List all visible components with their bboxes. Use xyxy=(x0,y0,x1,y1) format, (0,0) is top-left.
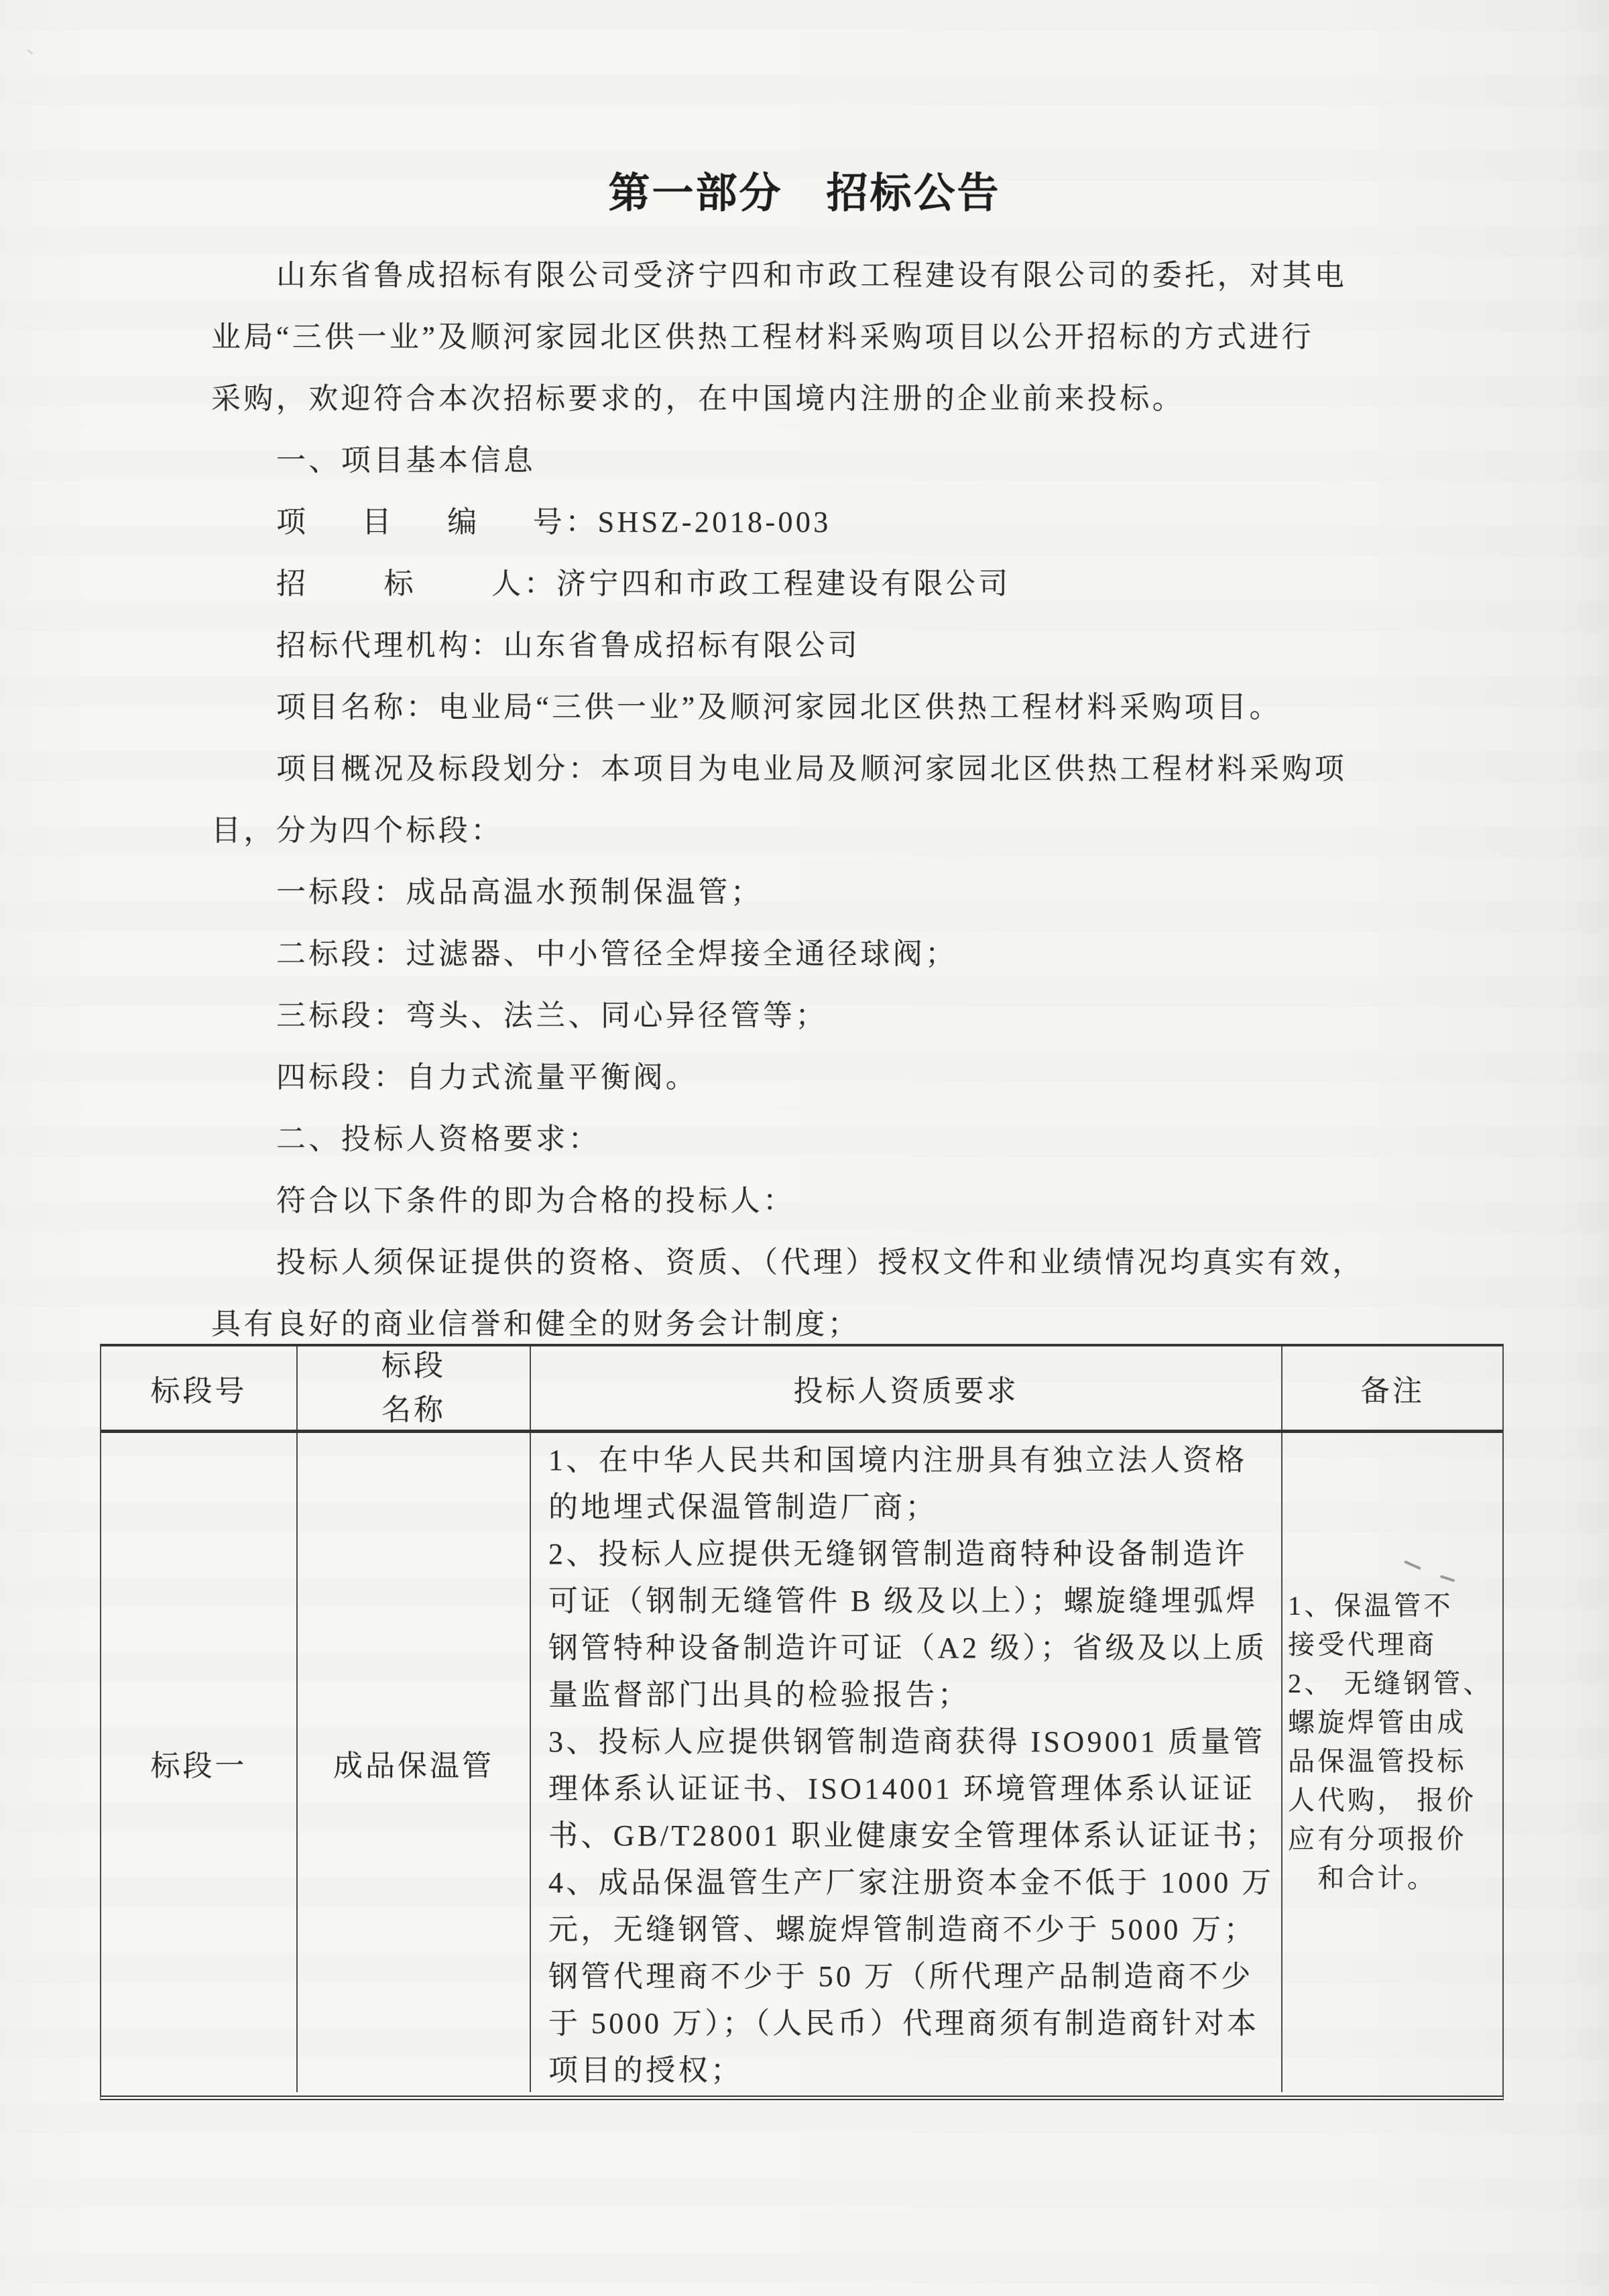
qualification-line: 1、在中华人民共和国境内注册具有独立法人资格 xyxy=(548,1444,1248,1477)
body-line: 项目概况及标段划分：本项目为电业局及顺河家园北区供热工程材料采购项 xyxy=(276,752,1348,785)
remark-line: 和合计。 xyxy=(1288,1863,1437,1893)
header-cell-lot-no: 标段号 xyxy=(101,1346,298,1430)
qualification-line: 项目的授权； xyxy=(548,2054,743,2087)
body-line: 符合以下条件的即为合格的投标人： xyxy=(276,1184,796,1217)
document-body xyxy=(211,245,1411,1355)
header-cell-qualification: 投标人资质要求 xyxy=(531,1346,1283,1430)
qualification-line: 3、投标人应提供钢管制造商获得 ISO9001 质量管 xyxy=(548,1725,1266,1758)
cell-remark xyxy=(1283,1433,1502,2092)
qualification-line: 书、GB/T28001 职业健康安全管理体系认证证书； xyxy=(548,1819,1278,1852)
body-line-section-1: 一、项目基本信息 xyxy=(276,444,536,477)
remark-line: 人代购， 报价 xyxy=(1288,1785,1477,1815)
remark-line: 接受代理商 xyxy=(1288,1629,1437,1660)
remark-line: 应有分项报价 xyxy=(1288,1824,1467,1854)
qualification-line: 理体系认证证书、ISO14001 环境管理体系认证证 xyxy=(548,1772,1256,1805)
cell-qualification xyxy=(531,1433,1283,2092)
body-line-lot-2: 二标段：过滤器、中小管径全焊接全通径球阀； xyxy=(276,937,958,970)
qualification-line: 钢管代理商不少于 50 万（所代理产品制造商不少 xyxy=(548,1960,1254,1993)
qualification-line: 2、投标人应提供无缝钢管制造商特种设备制造许 xyxy=(548,1538,1248,1570)
cell-lot-no: 标段一 xyxy=(101,1433,298,2092)
header-cell-remark: 备注 xyxy=(1360,1375,1425,1408)
remark-line: 螺旋焊管由成 xyxy=(1288,1707,1467,1737)
body-line: 业局“三供一业”及顺河家园北区供热工程材料采购项目以公开招标的方式进行 xyxy=(211,321,1315,353)
remark-line: 1、保温管不 xyxy=(1288,1591,1453,1621)
scan-artifact xyxy=(27,49,34,55)
table-row xyxy=(101,1433,1502,2092)
body-line-agency: 招标代理机构：山东省鲁成招标有限公司 xyxy=(276,629,861,662)
body-line-lot-4: 四标段：自力式流量平衡阀。 xyxy=(276,1061,699,1094)
qualification-line: 量监督部门出具的检验报告； xyxy=(548,1678,971,1711)
body-line: 目，分为四个标段： xyxy=(211,814,503,847)
qualification-line: 元，无缝钢管、螺旋焊管制造商不少于 5000 万； xyxy=(548,1913,1256,1946)
header-lot-name-line1: 标段 xyxy=(381,1349,446,1382)
document-title: 第一部分 招标公告 xyxy=(608,171,1001,217)
qualification-line: 的地埋式保温管制造厂商； xyxy=(548,1491,938,1524)
remark-line: 品保温管投标 xyxy=(1288,1746,1467,1776)
header-lot-name-line2: 名称 xyxy=(381,1393,446,1426)
table-header-row xyxy=(101,1346,1502,1433)
body-line: 山东省鲁成招标有限公司受济宁四和市政工程建设有限公司的委托，对其电 xyxy=(276,259,1348,292)
qualification-line: 钢管特种设备制造许可证（A2 级）；省级及以上质 xyxy=(548,1631,1268,1664)
body-line: 具有良好的商业信誉和健全的财务会计制度； xyxy=(211,1308,860,1340)
body-line-project-name: 项目名称：电业局“三供一业”及顺河家园北区供热工程材料采购项目。 xyxy=(276,691,1282,724)
body-line-lot-3: 三标段：弯头、法兰、同心异径管等； xyxy=(276,999,828,1032)
body-line-lot-1: 一标段：成品高温水预制保温管； xyxy=(276,876,763,909)
remark-line: 2、 无缝钢管、 xyxy=(1288,1668,1493,1699)
body-line-tenderee: 招 标 人：济宁四和市政工程建设有限公司 xyxy=(276,567,1011,600)
qualification-line: 可证（钢制无缝管件 B 级及以上）；螺旋缝埋弧焊 xyxy=(548,1585,1258,1617)
body-line: 投标人须保证提供的资格、资质、（代理）授权文件和业绩情况均真实有效， xyxy=(276,1246,1365,1279)
body-line: 采购，欢迎符合本次招标要求的，在中国境内注册的企业前来投标。 xyxy=(211,382,1185,415)
cell-lot-name: 成品保温管 xyxy=(298,1433,531,2092)
body-line-project-no: 项 目 编 号：SHSZ-2018-003 xyxy=(276,506,831,538)
header-cell-lot-name xyxy=(298,1346,531,1430)
qualification-line: 于 5000 万）；（人民币）代理商须有制造商针对本 xyxy=(548,2007,1260,2040)
qualification-table xyxy=(100,1344,1504,2100)
body-line-section-2: 二、投标人资格要求： xyxy=(276,1123,601,1155)
qualification-line: 4、成品保温管生产厂家注册资本金不低于 1000 万 xyxy=(548,1866,1274,1899)
